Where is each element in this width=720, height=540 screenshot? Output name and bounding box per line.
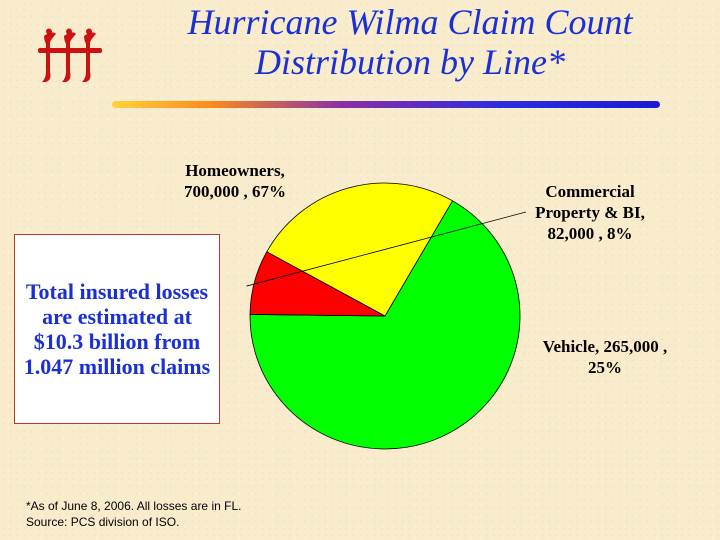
footnote-line-2: Source: PCS division of ISO. <box>26 515 180 529</box>
footnote <box>26 498 426 530</box>
slice-label-homeowners <box>160 160 310 202</box>
slice-label-commercial <box>510 181 670 244</box>
slice-label-vehicle-line-1: Vehicle, 265,000 , <box>542 337 668 356</box>
footnote-line-1: *As of June 8, 2006. All losses are in FL. <box>26 499 242 513</box>
title-line-2: Distribution by Line* <box>254 42 565 82</box>
insured-losses-callout <box>14 234 220 424</box>
slice-label-vehicle <box>520 336 690 378</box>
slice-label-commercial-line-1: Commercial <box>545 182 635 201</box>
slice-label-commercial-line-2: Property & BI, <box>535 203 645 222</box>
title-line-1: Hurricane Wilma Claim Count <box>187 2 633 42</box>
slice-label-vehicle-line-2: 25% <box>588 358 622 377</box>
slice-label-homeowners-line-2: 700,000 , 67% <box>184 182 286 201</box>
slice-label-homeowners-line-1: Homeowners, <box>185 161 285 180</box>
callout-text: Total insured losses are estimated at $10.3 billion from 1.047 million claims <box>23 279 211 379</box>
slice-label-commercial-line-3: 82,000 , 8% <box>547 224 633 243</box>
